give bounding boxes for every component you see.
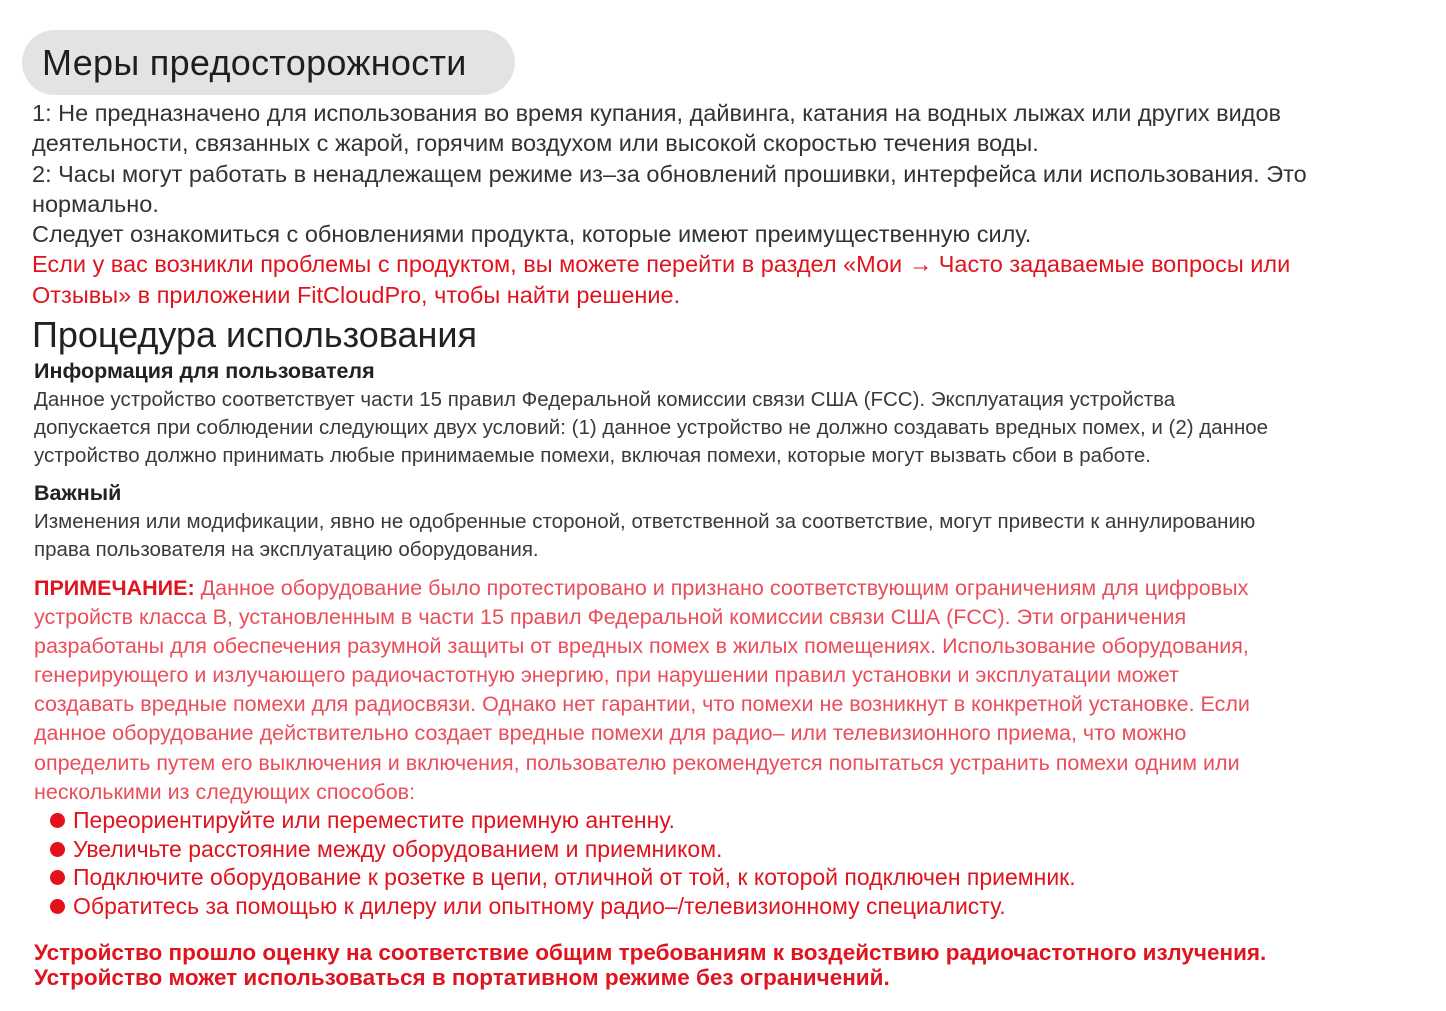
- precautions-text: [32, 98, 1426, 310]
- user-info-heading: Информация для пользователя: [34, 359, 375, 383]
- bullet-dot-icon: [50, 870, 65, 885]
- note-line: устройств класса B, установленным в части 15 правил Федеральной комиссии связи США (FCC). Эти ограничения: [34, 605, 1187, 630]
- list-item: [50, 863, 1076, 892]
- rf-statement-line: Устройство прошло оценку на соответствие общим требованиям к воздействию радиочастотного излучения.: [34, 940, 1267, 965]
- precautions-title: Меры предосторожности: [42, 41, 467, 83]
- support-hint-line: Если у вас возникли проблемы с продуктом, вы можете перейти в раздел «Мои → Часто задаваемые вопросы или: [32, 251, 1291, 278]
- procedure-title: Процедура использования: [32, 314, 477, 355]
- user-info-line: допускается при соблюдении следующих двух условий: (1) данное устройство не должно создавать вредных помех, и (2) данное: [34, 416, 1269, 440]
- rf-statement-line: Устройство может использоваться в портативном режиме без ограничений.: [34, 964, 890, 990]
- user-info-line: Данное устройство соответствует части 15 правил Федеральной комиссии связи США (FCC). Эксплуатация устройства: [34, 388, 1176, 411]
- important-text: [34, 508, 1426, 564]
- rf-exposure-statement: [34, 941, 1266, 990]
- list-item: [50, 806, 1076, 835]
- note-first-text: Данное оборудование было протестировано и признано соответствующим ограничениям для цифровых: [194, 576, 1249, 600]
- list-item-text: Обратитесь за помощью к дилеру или опытному радио–/телевизионному специалисту.: [73, 893, 1006, 920]
- note-line: несколькими из следующих способов:: [34, 779, 416, 804]
- bullet-dot-icon: [50, 899, 65, 914]
- note-line: генерирующего и излучающего радиочастотную энергию, при нарушении правил установки и эксплуатации может: [34, 663, 1179, 688]
- precautions-line: деятельности, связанных с жарой, горячим воздухом или высокой скоростью течения воды.: [32, 130, 1039, 157]
- list-item-text: Переориентируйте или переместите приемную антенну.: [73, 807, 675, 833]
- note-line: определить путем его выключения и включения, пользователю рекомендуется попытаться устранить помехи одним или: [34, 750, 1240, 775]
- precautions-line: 1: Не предназначено для использования во время купания, дайвинга, катания на водных лыжах или других видов: [32, 100, 1282, 126]
- remedy-list: [50, 806, 1076, 921]
- note-label: ПРИМЕЧАНИЕ:: [34, 576, 195, 600]
- fcc-note: [34, 574, 1426, 807]
- precautions-line: 2: Часы могут работать в ненадлежащем режиме из–за обновлений прошивки, интерфейса или использования. Это: [32, 160, 1307, 187]
- list-item: [50, 892, 1076, 921]
- precautions-line: нормально.: [32, 190, 159, 217]
- bullet-dot-icon: [50, 813, 65, 828]
- list-item: [50, 835, 1076, 864]
- note-line: разработаны для обеспечения разумной защиты от вредных помех в жилых помещениях. Использование оборудования,: [34, 634, 1249, 659]
- note-line: создавать вредные помехи для радиосвязи. Однако нет гарантии, что помехи не возникнут в конкретной установке. Если: [34, 692, 1250, 717]
- note-first-line: [34, 574, 1426, 603]
- important-line: Изменения или модификации, явно не одобренные стороной, ответственной за соответствие, могут привести к аннулированию: [34, 510, 1256, 533]
- important-heading: Важный: [34, 481, 122, 505]
- user-info-line: устройство должно принимать любые принимаемые помехи, включая помехи, которые могут вызвать сбои в работе.: [34, 444, 1151, 468]
- support-hint-line: Отзывы» в приложении FitCloudPro, чтобы найти решение.: [32, 281, 681, 308]
- note-line: данное оборудование действительно создает вредные помехи для радио– или телевизионного приема, что можно: [34, 721, 1187, 746]
- list-item-text: Подключите оборудование к розетке в цепи, отличной от той, к которой подключен приемник.: [73, 864, 1076, 891]
- list-item-text: Увеличьте расстояние между оборудованием и приемником.: [73, 835, 723, 862]
- precautions-title-pill: [22, 30, 515, 95]
- precautions-line: Следует ознакомиться с обновлениями продукта, которые имеют преимущественную силу.: [32, 221, 1032, 248]
- user-info-text: [34, 386, 1426, 471]
- important-line: права пользователя на эксплуатацию оборудования.: [34, 538, 539, 562]
- bullet-dot-icon: [50, 842, 65, 857]
